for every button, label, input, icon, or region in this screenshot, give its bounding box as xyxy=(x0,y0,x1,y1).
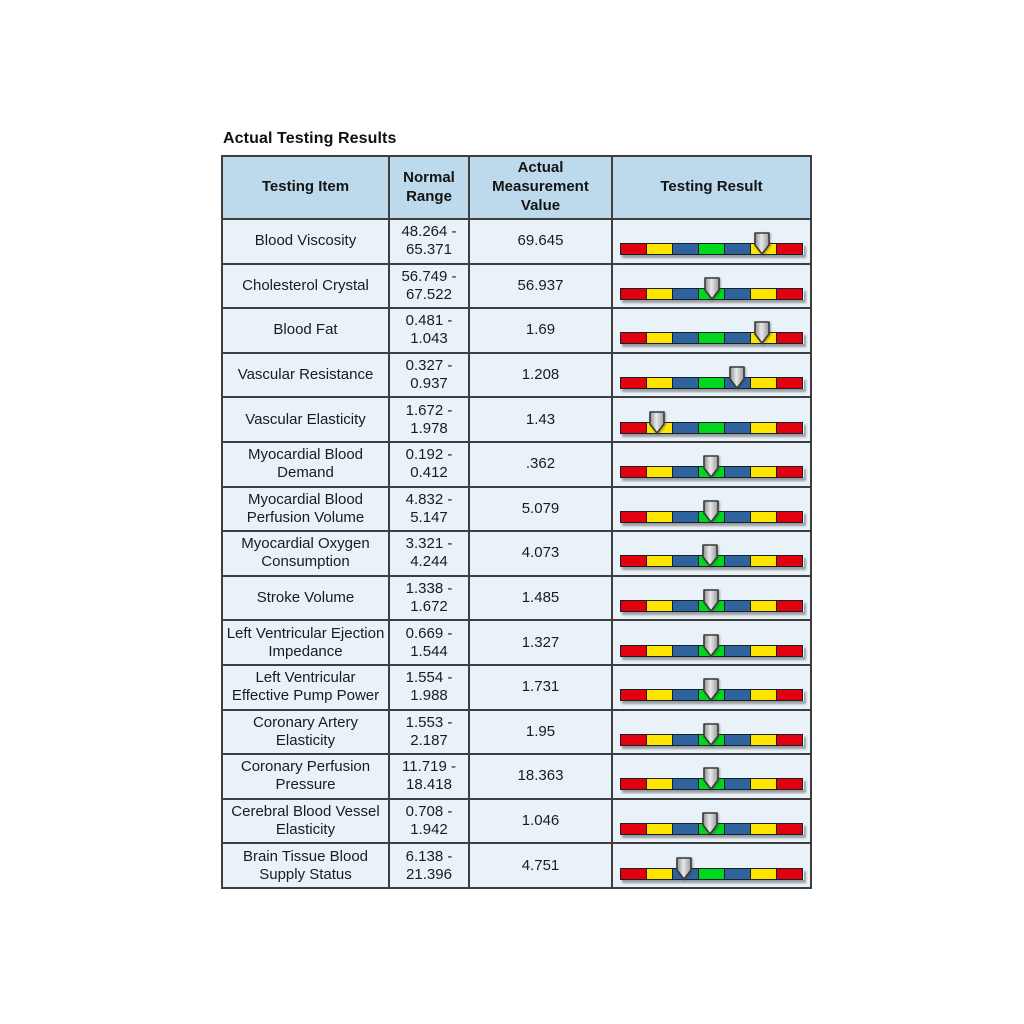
yellow-segment xyxy=(750,689,777,701)
red-segment xyxy=(620,243,647,255)
col-header-actual-measurement-value: Actual Measurement Value xyxy=(469,156,612,219)
red-segment xyxy=(776,377,803,389)
blue-segment xyxy=(672,243,699,255)
yellow-segment xyxy=(646,332,673,344)
result-range-bar xyxy=(620,600,804,612)
testing-result-cell xyxy=(612,442,811,487)
result-marker-arrow-icon xyxy=(702,544,718,567)
measurement-value-cell: 1.43 xyxy=(469,397,612,442)
yellow-segment xyxy=(646,466,673,478)
testing-item-cell: Coronary Perfusion Pressure xyxy=(222,754,389,799)
table-row xyxy=(222,799,811,844)
testing-result-cell xyxy=(612,219,811,264)
yellow-segment xyxy=(646,645,673,657)
normal-range-cell: 56.749 - 67.522 xyxy=(389,264,469,309)
blue-segment xyxy=(724,645,751,657)
result-range-bar xyxy=(620,823,804,835)
blue-segment xyxy=(672,466,699,478)
measurement-value-cell: 1.208 xyxy=(469,353,612,398)
normal-range-cell: 48.264 - 65.371 xyxy=(389,219,469,264)
testing-result-cell xyxy=(612,308,811,353)
red-segment xyxy=(776,243,803,255)
result-range-bar xyxy=(620,288,804,300)
normal-range-cell: 0.669 - 1.544 xyxy=(389,620,469,665)
testing-result-cell xyxy=(612,264,811,309)
blue-segment xyxy=(672,511,699,523)
yellow-segment xyxy=(646,377,673,389)
red-segment xyxy=(776,466,803,478)
yellow-segment xyxy=(750,377,777,389)
red-segment xyxy=(776,422,803,434)
result-marker-arrow-icon xyxy=(703,589,719,612)
yellow-segment xyxy=(750,422,777,434)
testing-item-cell: Myocardial Oxygen Consumption xyxy=(222,531,389,576)
table-row xyxy=(222,264,811,309)
testing-item-cell: Coronary Artery Elasticity xyxy=(222,710,389,755)
measurement-value-cell: 4.751 xyxy=(469,843,612,888)
testing-item-cell: Cerebral Blood Vessel Elasticity xyxy=(222,799,389,844)
testing-item-cell: Blood Viscosity xyxy=(222,219,389,264)
blue-segment xyxy=(672,823,699,835)
blue-segment xyxy=(672,377,699,389)
testing-item-cell: Cholesterol Crystal xyxy=(222,264,389,309)
green-segment xyxy=(698,243,725,255)
result-range-bar xyxy=(620,332,804,344)
yellow-segment xyxy=(646,243,673,255)
green-segment xyxy=(698,377,725,389)
blue-segment xyxy=(672,422,699,434)
testing-result-cell xyxy=(612,710,811,755)
testing-result-cell xyxy=(612,843,811,888)
blue-segment xyxy=(724,868,751,880)
measurement-value-cell: 4.073 xyxy=(469,531,612,576)
table-row xyxy=(222,308,811,353)
normal-range-cell: 1.338 - 1.672 xyxy=(389,576,469,621)
measurement-value-cell: 5.079 xyxy=(469,487,612,532)
blue-segment xyxy=(724,555,751,567)
page-title: Actual Testing Results xyxy=(223,130,397,147)
red-segment xyxy=(776,600,803,612)
result-range-bar xyxy=(620,868,804,880)
measurement-value-cell: 1.731 xyxy=(469,665,612,710)
results-table xyxy=(221,155,812,889)
testing-item-cell: Stroke Volume xyxy=(222,576,389,621)
header-row xyxy=(222,156,811,219)
col-header-testing-item: Testing Item xyxy=(222,156,389,219)
testing-result-cell xyxy=(612,754,811,799)
measurement-value-cell: 1.95 xyxy=(469,710,612,755)
result-marker-arrow-icon xyxy=(754,232,770,255)
testing-result-cell xyxy=(612,487,811,532)
red-segment xyxy=(620,823,647,835)
red-segment xyxy=(776,511,803,523)
green-segment xyxy=(698,422,725,434)
yellow-segment xyxy=(646,778,673,790)
blue-segment xyxy=(724,332,751,344)
normal-range-cell: 0.192 - 0.412 xyxy=(389,442,469,487)
result-range-bar xyxy=(620,645,804,657)
blue-segment xyxy=(724,288,751,300)
red-segment xyxy=(620,734,647,746)
measurement-value-cell: .362 xyxy=(469,442,612,487)
result-range-bar xyxy=(620,243,804,255)
red-segment xyxy=(776,868,803,880)
testing-result-cell xyxy=(612,397,811,442)
blue-segment xyxy=(672,734,699,746)
yellow-segment xyxy=(750,555,777,567)
yellow-segment xyxy=(750,778,777,790)
yellow-segment xyxy=(646,734,673,746)
normal-range-cell: 0.327 - 0.937 xyxy=(389,353,469,398)
measurement-value-cell: 18.363 xyxy=(469,754,612,799)
result-marker-arrow-icon xyxy=(703,500,719,523)
result-range-bar xyxy=(620,555,804,567)
table-row xyxy=(222,353,811,398)
yellow-segment xyxy=(646,823,673,835)
red-segment xyxy=(776,288,803,300)
result-range-bar xyxy=(620,689,804,701)
blue-segment xyxy=(724,466,751,478)
green-segment xyxy=(698,332,725,344)
table-row xyxy=(222,531,811,576)
normal-range-cell: 1.672 - 1.978 xyxy=(389,397,469,442)
yellow-segment xyxy=(750,600,777,612)
blue-segment xyxy=(724,600,751,612)
testing-item-cell: Vascular Resistance xyxy=(222,353,389,398)
yellow-segment xyxy=(750,511,777,523)
testing-result-cell xyxy=(612,353,811,398)
yellow-segment xyxy=(750,868,777,880)
blue-segment xyxy=(724,823,751,835)
testing-result-cell xyxy=(612,531,811,576)
blue-segment xyxy=(724,511,751,523)
result-marker-arrow-icon xyxy=(649,411,665,434)
red-segment xyxy=(620,466,647,478)
result-range-bar xyxy=(620,734,804,746)
red-segment xyxy=(620,555,647,567)
blue-segment xyxy=(672,555,699,567)
yellow-segment xyxy=(646,511,673,523)
measurement-value-cell: 1.69 xyxy=(469,308,612,353)
blue-segment xyxy=(724,243,751,255)
table-row xyxy=(222,442,811,487)
blue-segment xyxy=(672,645,699,657)
yellow-segment xyxy=(646,600,673,612)
col-header-testing-result: Testing Result xyxy=(612,156,811,219)
testing-result-cell xyxy=(612,799,811,844)
measurement-value-cell: 1.046 xyxy=(469,799,612,844)
yellow-segment xyxy=(646,555,673,567)
red-segment xyxy=(776,689,803,701)
blue-segment xyxy=(672,689,699,701)
yellow-segment xyxy=(750,823,777,835)
result-marker-arrow-icon xyxy=(676,857,692,880)
result-range-bar xyxy=(620,778,804,790)
result-marker-arrow-icon xyxy=(703,723,719,746)
normal-range-cell: 1.553 - 2.187 xyxy=(389,710,469,755)
red-segment xyxy=(776,555,803,567)
red-segment xyxy=(620,600,647,612)
result-marker-arrow-icon xyxy=(703,455,719,478)
table-row xyxy=(222,665,811,710)
yellow-segment xyxy=(646,689,673,701)
red-segment xyxy=(620,377,647,389)
table-row xyxy=(222,710,811,755)
normal-range-cell: 6.138 - 21.396 xyxy=(389,843,469,888)
normal-range-cell: 1.554 - 1.988 xyxy=(389,665,469,710)
testing-item-cell: Brain Tissue Blood Supply Status xyxy=(222,843,389,888)
yellow-segment xyxy=(646,868,673,880)
table-row xyxy=(222,754,811,799)
yellow-segment xyxy=(750,734,777,746)
table-row xyxy=(222,576,811,621)
testing-item-cell: Blood Fat xyxy=(222,308,389,353)
blue-segment xyxy=(672,332,699,344)
red-segment xyxy=(620,422,647,434)
result-marker-arrow-icon xyxy=(754,321,770,344)
result-marker-arrow-icon xyxy=(704,277,720,300)
table-row xyxy=(222,620,811,665)
result-range-bar xyxy=(620,466,804,478)
testing-item-cell: Left Ventricular Effective Pump Power xyxy=(222,665,389,710)
measurement-value-cell: 69.645 xyxy=(469,219,612,264)
result-marker-arrow-icon xyxy=(729,366,745,389)
table-row xyxy=(222,219,811,264)
blue-segment xyxy=(672,778,699,790)
result-marker-arrow-icon xyxy=(703,634,719,657)
table-row xyxy=(222,487,811,532)
yellow-segment xyxy=(750,645,777,657)
measurement-value-cell: 56.937 xyxy=(469,264,612,309)
normal-range-cell: 3.321 - 4.244 xyxy=(389,531,469,576)
yellow-segment xyxy=(750,466,777,478)
normal-range-cell: 0.481 - 1.043 xyxy=(389,308,469,353)
testing-item-cell: Vascular Elasticity xyxy=(222,397,389,442)
blue-segment xyxy=(724,689,751,701)
testing-item-cell: Myocardial Blood Perfusion Volume xyxy=(222,487,389,532)
testing-result-cell xyxy=(612,665,811,710)
normal-range-cell: 11.719 - 18.418 xyxy=(389,754,469,799)
testing-result-cell xyxy=(612,576,811,621)
blue-segment xyxy=(724,778,751,790)
red-segment xyxy=(620,868,647,880)
blue-segment xyxy=(672,600,699,612)
red-segment xyxy=(776,332,803,344)
measurement-value-cell: 1.327 xyxy=(469,620,612,665)
testing-result-cell xyxy=(612,620,811,665)
red-segment xyxy=(620,689,647,701)
blue-segment xyxy=(724,734,751,746)
blue-segment xyxy=(724,422,751,434)
table-row xyxy=(222,397,811,442)
normal-range-cell: 4.832 - 5.147 xyxy=(389,487,469,532)
red-segment xyxy=(620,511,647,523)
result-range-bar xyxy=(620,511,804,523)
table-row xyxy=(222,843,811,888)
red-segment xyxy=(776,823,803,835)
red-segment xyxy=(776,645,803,657)
result-range-bar xyxy=(620,377,804,389)
red-segment xyxy=(776,778,803,790)
result-marker-arrow-icon xyxy=(702,812,718,835)
testing-item-cell: Left Ventricular Ejection Impedance xyxy=(222,620,389,665)
red-segment xyxy=(620,288,647,300)
normal-range-cell: 0.708 - 1.942 xyxy=(389,799,469,844)
testing-item-cell: Myocardial Blood Demand xyxy=(222,442,389,487)
yellow-segment xyxy=(750,288,777,300)
red-segment xyxy=(620,778,647,790)
result-marker-arrow-icon xyxy=(703,678,719,701)
yellow-segment xyxy=(646,288,673,300)
measurement-value-cell: 1.485 xyxy=(469,576,612,621)
red-segment xyxy=(776,734,803,746)
col-header-normal-range: Normal Range xyxy=(389,156,469,219)
green-segment xyxy=(698,868,725,880)
result-marker-arrow-icon xyxy=(703,767,719,790)
result-range-bar xyxy=(620,422,804,434)
red-segment xyxy=(620,332,647,344)
red-segment xyxy=(620,645,647,657)
blue-segment xyxy=(672,288,699,300)
